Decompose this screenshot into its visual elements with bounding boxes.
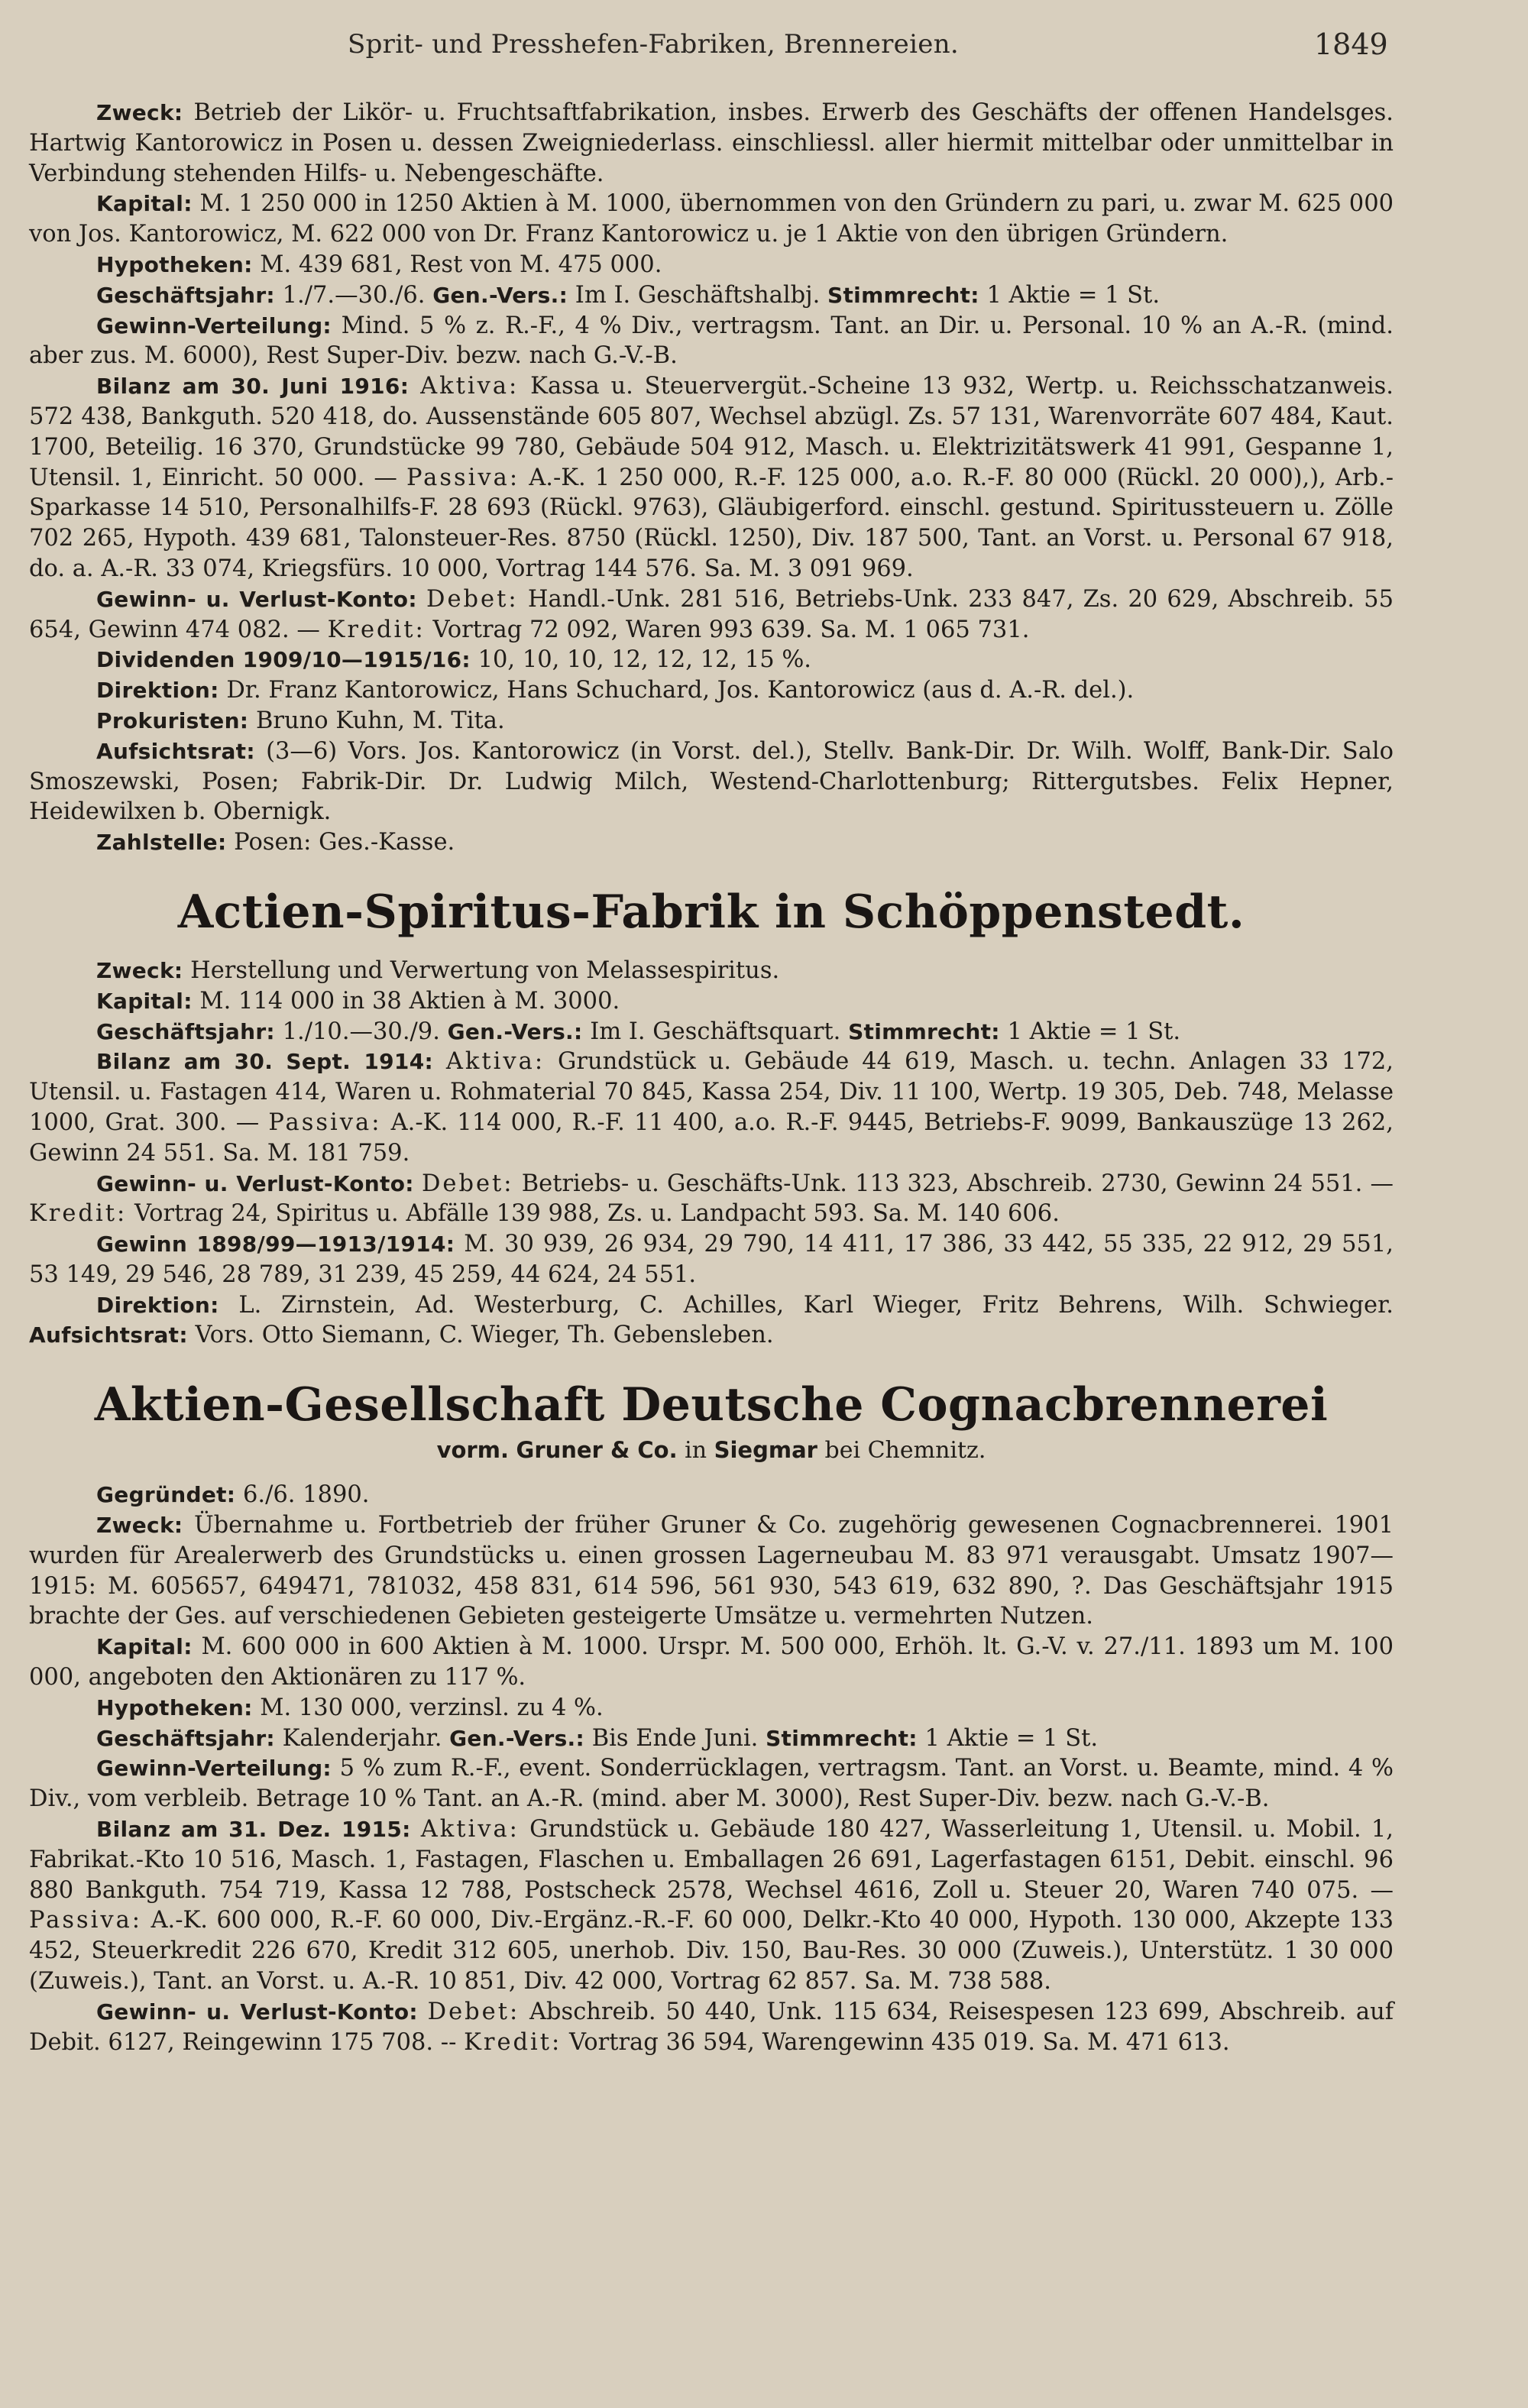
field-text: Mind. 5 % z. R.-F., 4 % Div., vertragsm. Tant. an Dir. u. Personal. 10 % an A.-R. (mind. aber zus. M. 6000), Rest Super-Div. bezw. nach G.-V.-B. [29, 312, 1394, 370]
geschaeftsjahr-paragraph [29, 1723, 1394, 1754]
passiva-word: Passiva: [268, 1109, 382, 1136]
zweck-paragraph [29, 1510, 1394, 1632]
field-label: Zahlstelle: [96, 830, 227, 856]
field-label: Zweck: [96, 957, 183, 983]
entry-kantorowicz [29, 98, 1394, 858]
guv-paragraph [29, 1997, 1394, 2058]
hypotheken-paragraph [29, 250, 1394, 280]
field-text: Im I. Geschäftshalbj. [575, 281, 821, 309]
field-text: A.-K. 600 000, R.-F. 60 000, Div.-Ergänz.-R.-F. 60 000, Delkr.-Kto 40 000, Hypoth. 130 000, Akzepte 133 452, Steuerkredit 226 670, Kredit 312 605, unerhob. Div. 150, Bau-Res. 30 000 (Zuweis.), Unterstütz. 1 30 000 (Zuweis.), Tant. an Vorst. u. A.-R. 10 851, Div. 42 000, Vortrag 62 857. Sa. M. 738 588. [29, 1907, 1394, 1995]
field-label: Prokuristen: [96, 707, 249, 733]
company-title: Aktien-Gesellschaft Deutsche Cognacbrennerei [94, 1378, 1329, 1432]
kredit-word: Kredit: [327, 616, 426, 643]
field-text: Betriebs- u. Geschäfts-Unk. 113 323, Abschreib. 2730, Gewinn 24 551. — [521, 1170, 1394, 1197]
field-text: (3—6) Vors. Jos. Kantorowicz (in Vorst. del.), Stellv. Bank-Dir. Dr. Wilh. Wolff, Bank-Dir. Salo Smoszewski, Posen; Fabrik-Dir. Dr. Ludwig Milch, Westend-Charlottenburg; Rittergutsbes. Felix Hepner, Heidewilxen b. Obernigk. [29, 737, 1394, 826]
subtitle-firm: Gruner & Co. [516, 1437, 678, 1464]
field-text: M. 439 681, Rest von M. 475 000. [260, 251, 662, 278]
kapital-paragraph [29, 986, 1394, 1017]
field-label: Gewinn 1898/99—1913/1914: [96, 1232, 455, 1257]
dividenden-paragraph [29, 645, 1394, 675]
subtitle-rest: bei Chemnitz. [824, 1437, 986, 1465]
field-text: 1 Aktie = 1 St. [986, 281, 1161, 309]
aktiva-word: Aktiva: [445, 1048, 545, 1076]
field-text: 1 Aktie = 1 St. [1007, 1018, 1181, 1045]
field-text: Vortrag 24, Spiritus u. Abfälle 139 988, Zs. u. Landpacht 593. Sa. M. 140 606. [134, 1200, 1060, 1228]
field-label: Kapital: [96, 988, 193, 1014]
aufsichtsrat-paragraph [29, 736, 1394, 827]
geschaeftsjahr-paragraph [29, 1017, 1394, 1047]
debet-word: Debet: [421, 1170, 514, 1197]
field-text: L. Zirnstein, Ad. Westerburg, C. Achilles, Karl Wieger, Fritz Behrens, Wilh. Schwieger. [238, 1291, 1394, 1319]
geschaeftsjahr-paragraph [29, 280, 1394, 311]
field-label: Gewinn- u. Verlust-Konto: [96, 586, 417, 612]
field-label: Hypotheken: [96, 1694, 253, 1720]
field-text: M. 130 000, verzinsl. zu 4 %. [260, 1694, 604, 1721]
field-label: Bilanz am 30. Sept. 1914: [96, 1049, 433, 1075]
field-label: Direktion: [96, 1292, 219, 1318]
field-text: Vortrag 72 092, Waren 993 639. Sa. M. 1 065 731. [432, 616, 1030, 643]
field-text: Bruno Kuhn, M. Tita. [256, 707, 505, 734]
field-text: 10, 10, 10, 12, 12, 12, 15 %. [478, 646, 812, 674]
subtitle-in: in [685, 1437, 707, 1465]
field-text: M. 30 939, 26 934, 29 790, 14 411, 17 386, 33 442, 55 335, 22 912, 29 551, 53 149, 29 546, 28 789, 31 239, 45 259, 44 624, 24 551. [29, 1231, 1394, 1288]
field-label: Stimmrecht: [848, 1018, 1000, 1044]
company-title: Actien-Spiritus-Fabrik in Schöppenstedt. [177, 885, 1245, 939]
direktion-paragraph [29, 675, 1394, 706]
gewinn-paragraph [29, 1229, 1394, 1290]
field-label: Gen.-Vers.: [449, 1725, 584, 1751]
entry-schoeppenstedt [29, 885, 1394, 1351]
field-text: M. 600 000 in 600 Aktien à M. 1000. Urspr. M. 500 000, Erhöh. lt. G.-V. v. 27./11. 1893 um M. 100 000, angeboten den Aktionären zu 117 %. [29, 1633, 1394, 1691]
kapital-paragraph [29, 1632, 1394, 1693]
field-text: Bis Ende Juni. [591, 1724, 759, 1752]
field-label: Hypotheken: [96, 251, 253, 277]
bilanz-paragraph [29, 1047, 1394, 1168]
zweck-paragraph [29, 98, 1394, 189]
field-label: Stimmrecht: [827, 282, 979, 308]
field-text: A.-K. 114 000, R.-F. 11 400, a.o. R.-F. 9445, Betriebs-F. 9099, Bankauszüge 13 262, Gewinn 24 551. Sa. M. 181 759. [29, 1109, 1394, 1167]
field-text: Dr. Franz Kantorowicz, Hans Schuchard, Jos. Kantorowicz (aus d. A.-R. del.). [226, 677, 1135, 704]
field-text: Im I. Geschäftsquart. [590, 1018, 841, 1045]
passiva-word: Passiva: [406, 464, 520, 491]
field-label: Gewinn- u. Verlust-Konto: [96, 1170, 414, 1196]
entry-cognacbrennerei [29, 1378, 1394, 2057]
field-label: Aufsichtsrat: [29, 1322, 188, 1348]
field-label: Aufsichtsrat: [96, 738, 255, 764]
field-text: Abschreib. 50 440, Unk. 115 634, Reisespesen 123 699, Abschreib. auf Debit. 6127, Reingewinn 175 708. -- [29, 1998, 1394, 2056]
field-text: Grundstück u. Gebäude 180 427, Wasserleitung 1, Utensil. u. Mobil. 1, Fabrikat.-Kto 10 516, Masch. 1, Fastagen, Flaschen u. Emballagen 26 691, Lagerfastagen 6151, Debit. einschl. 96 880 Bankguth. 754 719, Kassa 12 788, Postscheck 2578, Wechsel 4616, Zoll u. Steuer 20, Waren 740 075. — [29, 1816, 1394, 1904]
subtitle-vorm: vorm. [436, 1437, 509, 1464]
running-head [0, 29, 1528, 75]
field-text: 1./7.—30./6. [282, 281, 426, 309]
passiva-word: Passiva: [29, 1907, 143, 1934]
subtitle-place: Siegmar [714, 1437, 817, 1464]
field-text: Grundstück u. Gebäude 44 619, Masch. u. techn. Anlagen 33 172, Utensil. u. Fastagen 414, Waren u. Rohmaterial 70 845, Kassa 254, Div. 11 100, Wertp. 19 305, Deb. 748, Melasse 1000, Grat. 300. — [29, 1048, 1394, 1136]
field-text: M. 1 250 000 in 1250 Aktien à M. 1000, übernommen von den Gründern zu pari, u. zwar M. 625 000 von Jos. Kantorowicz, M. 622 000 von Dr. Franz Kantorowicz u. je 1 Aktie von den übrigen Gründern. [29, 190, 1394, 248]
prokuristen-paragraph [29, 706, 1394, 736]
field-label: Gewinn- u. Verlust-Konto: [96, 1999, 418, 2024]
zweck-paragraph [29, 956, 1394, 986]
field-label: Bilanz am 31. Dez. 1915: [96, 1817, 411, 1843]
bilanz-paragraph [29, 1814, 1394, 1997]
field-text: 1 Aktie = 1 St. [924, 1724, 1099, 1752]
direktion-paragraph [29, 1290, 1394, 1351]
field-label: Direktion: [96, 678, 219, 704]
field-label: Gewinn-Verteilung: [96, 1756, 332, 1782]
field-text: 1./10.—30./9. [282, 1018, 440, 1045]
aktiva-word: Aktiva: [420, 1816, 520, 1843]
field-label: Geschäftsjahr: [96, 1725, 275, 1751]
zahlstelle-paragraph [29, 827, 1394, 858]
field-label: Bilanz am 30. Juni 1916: [96, 374, 410, 400]
field-text: 6./6. 1890. [243, 1481, 370, 1509]
running-title: Sprit- und Presshefen-Fabriken, Brennereien. [348, 29, 959, 60]
bilanz-paragraph [29, 371, 1394, 584]
field-text: Handl.-Unk. 281 516, Betriebs-Unk. 233 847, Zs. 20 629, Abschreib. 55 654, Gewinn 474 082. — [29, 585, 1394, 643]
field-text: Posen: Ges.-Kasse. [234, 829, 455, 856]
field-label: Kapital: [96, 191, 193, 217]
hypotheken-paragraph [29, 1693, 1394, 1723]
kredit-word: Kredit: [464, 2028, 562, 2056]
debet-word: Debet: [427, 1998, 520, 2025]
kapital-paragraph [29, 189, 1394, 250]
field-label: Stimmrecht: [766, 1725, 918, 1751]
field-text: Kassa u. Steuervergüt.-Scheine 13 932, Wertp. u. Reichsschatzanweis. 572 438, Bankguth. 520 418, do. Aussenstände 605 807, Wechsel abzügl. Zs. 57 131, Warenvorräte 607 484, Kaut. 1700, Beteilig. 16 370, Grundstücke 99 780, Gebäude 504 912, Masch. u. Elektrizitätswerk 41 991, Gespanne 1, Utensil. 1, Einricht. 50 000. — [29, 373, 1394, 491]
field-text: A.-K. 1 250 000, R.-F. 125 000, a.o. R.-F. 80 000 (Rückl. 20 000),), Arb.-Sparkasse 14 510, Personalhilfs-F. 28 693 (Rückl. 9763), Gläubigerford. einschl. gestund. Spiritussteuern u. Zölle 702 265, Hypoth. 439 681, Talonsteuer-Res. 8750 (Rückl. 1250), Div. 187 500, Tant. an Vorst. u. Personal 67 918, do. a. A.-R. 33 074, Kriegsfürs. 10 000, Vortrag 144 576. Sa. M. 3 091 969. [29, 464, 1394, 582]
gewinnverteilung-paragraph [29, 311, 1394, 372]
field-label: Geschäftsjahr: [96, 1018, 275, 1044]
gegruendet-paragraph [29, 1480, 1394, 1510]
field-text: 5 % zum R.-F., event. Sonderrücklagen, vertragsm. Tant. an Vorst. u. Beamte, mind. 4 % Div., vom verbleib. Betrage 10 % Tant. an A.-R. (mind. aber M. 3000), Rest Super-Div. bezw. nach G.-V.-B. [29, 1755, 1394, 1813]
page-number: 1849 [1314, 28, 1388, 61]
field-text: Übernahme u. Fortbetrieb der früher Gruner & Co. zugehörig gewesenen Cognacbrennerei. 1901 wurden für Arealerwerb des Grundstücks u. einen grossen Lagerneubau M. 83 971 verausgabt. Umsatz 1907—1915: M. 605657, 649471, 781032, 458 831, 614 596, 561 930, 543 619, 632 890, ?. Das Geschäftsjahr 1915 brachte der Ges. auf verschiedenen Gebieten gesteigerte Umsätze u. vermehrten Nutzen. [29, 1512, 1394, 1630]
kredit-word: Kredit: [29, 1200, 128, 1228]
field-text: Betrieb der Likör- u. Fruchtsaftfabrikation, insbes. Erwerb des Geschäfts der offenen Handelsges. Hartwig Kantorowicz in Posen u. dessen Zweigniederlass. einschliessl. aller hiermit mittelbar oder unmittelbar in Verbindung stehenden Hilfs- u. Nebengeschäfte. [29, 99, 1394, 187]
gewinnverteilung-paragraph [29, 1753, 1394, 1814]
field-label: Zweck: [96, 100, 183, 125]
field-label: Gen.-Vers.: [447, 1018, 583, 1044]
field-label: Gewinn-Verteilung: [96, 312, 332, 338]
debet-word: Debet: [426, 585, 519, 613]
field-label: Zweck: [96, 1513, 183, 1539]
field-label: Kapital: [96, 1634, 193, 1660]
field-text: M. 114 000 in 38 Aktien à M. 3000. [199, 987, 620, 1015]
guv-paragraph [29, 1169, 1394, 1230]
aktiva-word: Aktiva: [420, 373, 520, 400]
page-content [29, 98, 1394, 2057]
field-label: Gen.-Vers.: [432, 282, 568, 308]
company-subtitle [29, 1435, 1394, 1466]
field-label: Geschäftsjahr: [96, 282, 275, 308]
field-label: Dividenden 1909/10—1915/16: [96, 647, 471, 673]
guv-paragraph [29, 584, 1394, 646]
field-label: Gegründet: [96, 1482, 236, 1508]
field-text: Herstellung und Verwertung von Melassespiritus. [190, 956, 780, 984]
field-text: Vortrag 36 594, Warengewinn 435 019. Sa. M. 471 613. [569, 2028, 1230, 2056]
field-text: Kalenderjahr. [282, 1724, 442, 1752]
field-text: Vors. Otto Siemann, C. Wieger, Th. Gebensleben. [195, 1322, 774, 1349]
